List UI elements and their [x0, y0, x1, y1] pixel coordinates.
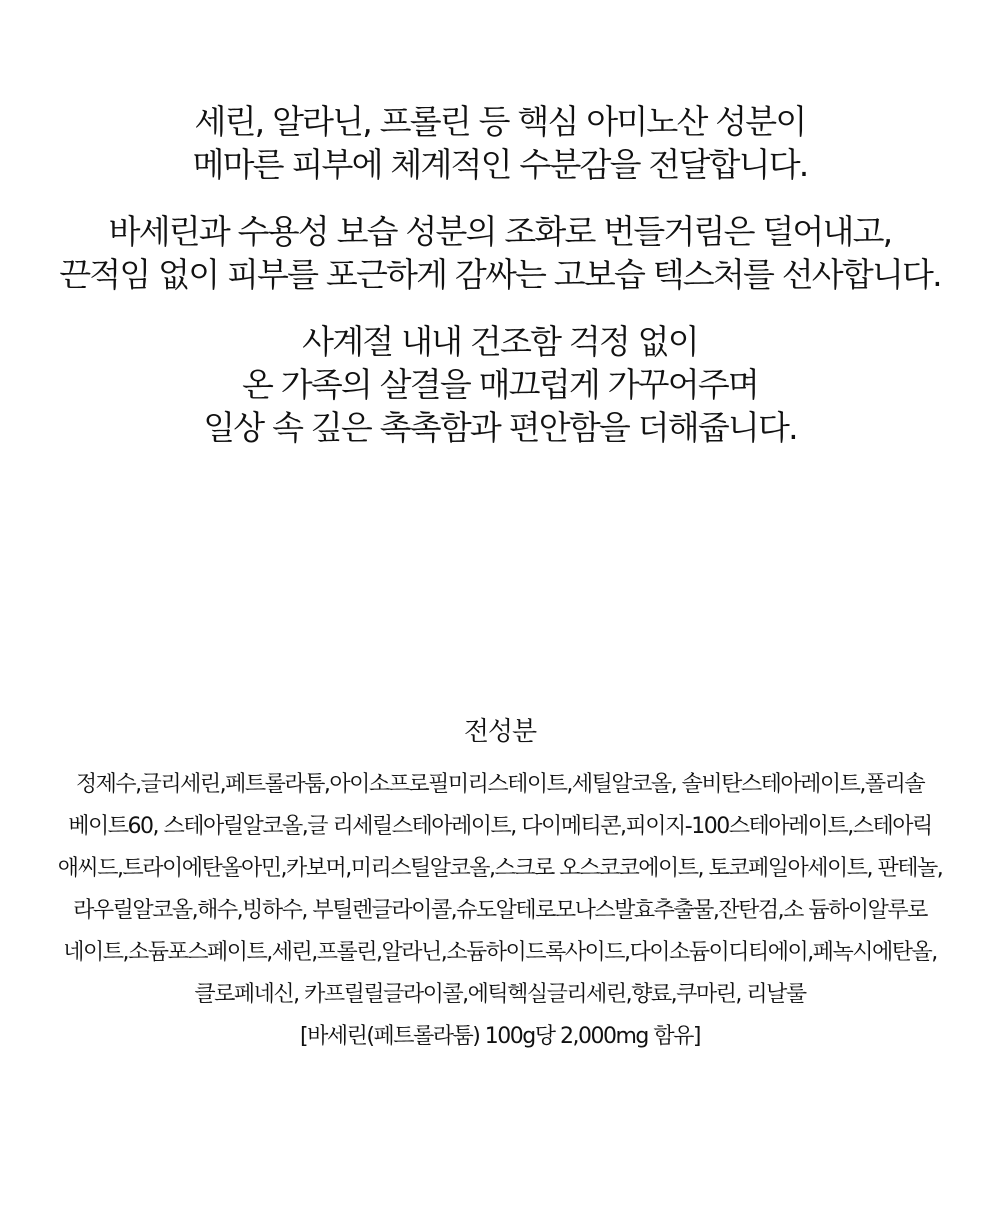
intro-line: 바세린과 수용성 보습 성분의 조화로 번들거림은 덜어내고, — [108, 212, 892, 251]
intro-line: 끈적임 없이 피부를 포근하게 감싸는 고보습 텍스처를 선사합니다. — [59, 255, 941, 294]
ingredients-line: 네이트,소듐포스페이트,세린,프롤린,알라닌,소듐하이드록사이드,다이소듐이디티에이,페녹시에탄올, — [63, 940, 937, 965]
vaseline-content-note: [바세린(페트롤라툼) 100g당 2,000mg 함유] — [300, 1024, 700, 1049]
intro-paragraph-1 — [0, 100, 1000, 186]
intro-description — [0, 100, 1000, 473]
ingredients-line: 애씨드,트라이에탄올아민,카보머,미리스틸알코올,스크로 오스코코에이트, 토코페일아세이트, 판테놀, — [57, 856, 943, 881]
intro-paragraph-2 — [0, 210, 1000, 296]
ingredients-line: 베이트60, 스테아릴알코올,글 리세릴스테아레이트, 다이메티콘,피이지-100스테아레이트,스테아릭 — [68, 814, 932, 839]
ingredients-line: 정제수,글리세린,페트롤라툼,아이소프로필미리스테이트,세틸알코올, 솔비탄스테아레이트,폴리솔 — [75, 772, 925, 797]
intro-line: 사계절 내내 건조함 걱정 없이 — [302, 322, 698, 361]
ingredients-line: 클로페네신, 카프릴릴글라이콜,에틱헥실글리세린,향료,쿠마린, 리날룰 — [194, 982, 806, 1007]
intro-line: 세린, 알라닌, 프롤린 등 핵심 아미노산 성분이 — [194, 102, 806, 141]
intro-line: 일상 속 깊은 촉촉함과 편안함을 더해줍니다. — [203, 408, 797, 447]
intro-line: 온 가족의 살결을 매끄럽게 가꾸어주며 — [241, 365, 758, 404]
intro-line: 메마른 피부에 체계적인 수분감을 전달합니다. — [192, 145, 808, 184]
ingredients-title: 전성분 — [463, 717, 537, 747]
ingredients-line: 라우릴알코올,해수,빙하수, 부틸렌글라이콜,슈도알테로모나스발효추출물,잔탄검,소 듐하이알루로 — [73, 898, 927, 923]
ingredients-section — [0, 712, 1000, 1058]
intro-paragraph-3 — [0, 320, 1000, 449]
